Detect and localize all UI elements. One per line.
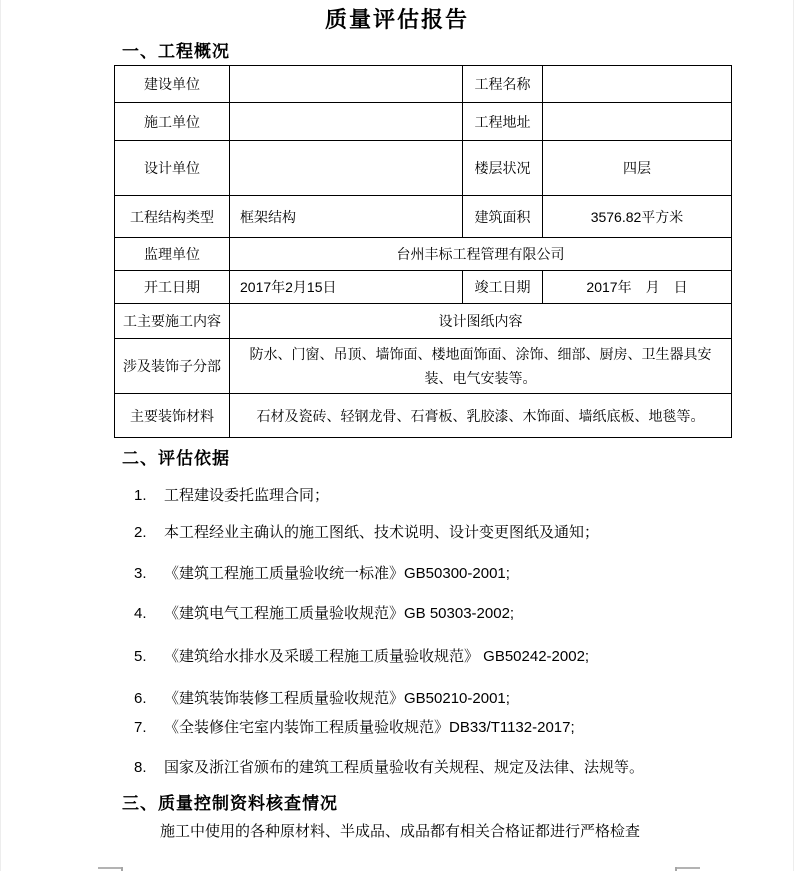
list-item-number: 7. bbox=[134, 719, 147, 736]
cell-value-design-unit[interactable] bbox=[230, 141, 463, 196]
cell-label-decoration-subdivisions: 涉及装饰子分部 bbox=[115, 339, 230, 394]
table-row bbox=[115, 339, 732, 394]
list-item-number: 6. bbox=[134, 690, 147, 707]
list-item-number: 1. bbox=[134, 487, 147, 504]
cell-value-supervision-unit[interactable]: 台州丰标工程管理有限公司 bbox=[230, 238, 732, 271]
cell-value-main-work-content[interactable]: 设计图纸内容 bbox=[230, 304, 732, 339]
cell-value-construction-unit[interactable] bbox=[230, 66, 463, 103]
page-title: 质量评估报告 bbox=[324, 7, 469, 32]
table-row bbox=[115, 141, 732, 196]
cell-label-supervision-unit: 监理单位 bbox=[115, 238, 230, 271]
list-item bbox=[134, 604, 514, 624]
table-row bbox=[115, 196, 732, 238]
list-item bbox=[134, 523, 599, 543]
list-item bbox=[134, 718, 575, 738]
cell-label-contractor-unit: 施工单位 bbox=[115, 103, 230, 141]
table-row bbox=[115, 271, 732, 304]
fragment-tick bbox=[675, 867, 677, 871]
cell-value-project-name[interactable] bbox=[543, 66, 732, 103]
list-item-number: 5. bbox=[134, 648, 147, 665]
list-item-number: 8. bbox=[134, 759, 147, 776]
cell-value-main-decoration-materials[interactable]: 石材及瓷砖、轻钢龙骨、石膏板、乳胶漆、木饰面、墙纸底板、地毯等。 bbox=[230, 394, 732, 438]
cell-value-decoration-subdivisions[interactable]: 防水、门窗、吊顶、墙饰面、楼地面饰面、涂饰、细部、厨房、卫生器具安装、电气安装等。 bbox=[230, 339, 732, 394]
cell-value-completion-date[interactable]: 2017年 月 日 bbox=[543, 271, 732, 304]
cell-value-project-address[interactable] bbox=[543, 103, 732, 141]
section-heading-quality-control-check: 三、质量控制资料核查情况 bbox=[122, 794, 338, 813]
cell-label-main-work-content: 工主要施工内容 bbox=[115, 304, 230, 339]
list-item-number: 4. bbox=[134, 605, 147, 622]
cell-label-floor-status: 楼层状况 bbox=[463, 141, 543, 196]
list-item-text: 《建筑给水排水及采暖工程施工质量验收规范》 GB50242-2002; bbox=[164, 648, 590, 665]
body-paragraph: 施工中使用的各种原材料、半成品、成品都有相关合格证都进行严格检查 bbox=[160, 823, 641, 840]
table-row bbox=[115, 238, 732, 271]
list-item-number: 3. bbox=[134, 565, 147, 582]
list-item-text: 《建筑电气工程施工质量验收规范》GB 50303-2002; bbox=[164, 605, 515, 622]
list-item bbox=[134, 486, 329, 506]
table-row bbox=[115, 394, 732, 438]
fragment-tick bbox=[121, 867, 123, 871]
cell-label-design-unit: 设计单位 bbox=[115, 141, 230, 196]
section-heading-assessment-basis: 二、评估依据 bbox=[122, 449, 230, 468]
cell-value-start-date[interactable]: 2017年2月15日 bbox=[230, 271, 463, 304]
cell-label-project-address: 工程地址 bbox=[463, 103, 543, 141]
section-heading-project-overview: 一、工程概况 bbox=[122, 42, 230, 61]
list-item-text: 国家及浙江省颁布的建筑工程质量验收有关规程、规定及法律、法规等。 bbox=[164, 759, 645, 776]
list-item bbox=[134, 689, 510, 709]
list-item-number: 2. bbox=[134, 524, 147, 541]
cell-value-floor-status[interactable]: 四层 bbox=[543, 141, 732, 196]
list-item-text: 《建筑工程施工质量验收统一标准》GB50300-2001; bbox=[164, 565, 510, 582]
list-item-text: 《全装修住宅室内装饰工程质量验收规范》DB33/T1132-2017; bbox=[164, 719, 575, 736]
list-item-text: 本工程经业主确认的施工图纸、技术说明、设计变更图纸及通知； bbox=[164, 524, 600, 541]
table-row bbox=[115, 103, 732, 141]
page-edge-left bbox=[0, 0, 1, 871]
cell-label-start-date: 开工日期 bbox=[115, 271, 230, 304]
cell-label-completion-date: 竣工日期 bbox=[463, 271, 543, 304]
project-overview-table bbox=[114, 65, 732, 438]
table-row bbox=[115, 66, 732, 103]
list-item-text: 《建筑装饰装修工程质量验收规范》GB50210-2001; bbox=[164, 690, 510, 707]
next-table-fragment-right bbox=[675, 867, 700, 869]
cell-label-main-decoration-materials: 主要装饰材料 bbox=[115, 394, 230, 438]
cell-label-structure-type: 工程结构类型 bbox=[115, 196, 230, 238]
list-item bbox=[134, 647, 589, 667]
cell-label-project-name: 工程名称 bbox=[463, 66, 543, 103]
cell-value-contractor-unit[interactable] bbox=[230, 103, 463, 141]
list-item-text: 工程建设委托监理合同； bbox=[164, 487, 330, 504]
next-table-fragment-left bbox=[98, 867, 123, 869]
cell-value-building-area[interactable]: 3576.82平方米 bbox=[543, 196, 732, 238]
cell-label-construction-unit: 建设单位 bbox=[115, 66, 230, 103]
list-item bbox=[134, 564, 510, 584]
cell-value-structure-type[interactable]: 框架结构 bbox=[230, 196, 463, 238]
table-row bbox=[115, 304, 732, 339]
cell-label-building-area: 建筑面积 bbox=[463, 196, 543, 238]
list-item bbox=[134, 758, 644, 778]
